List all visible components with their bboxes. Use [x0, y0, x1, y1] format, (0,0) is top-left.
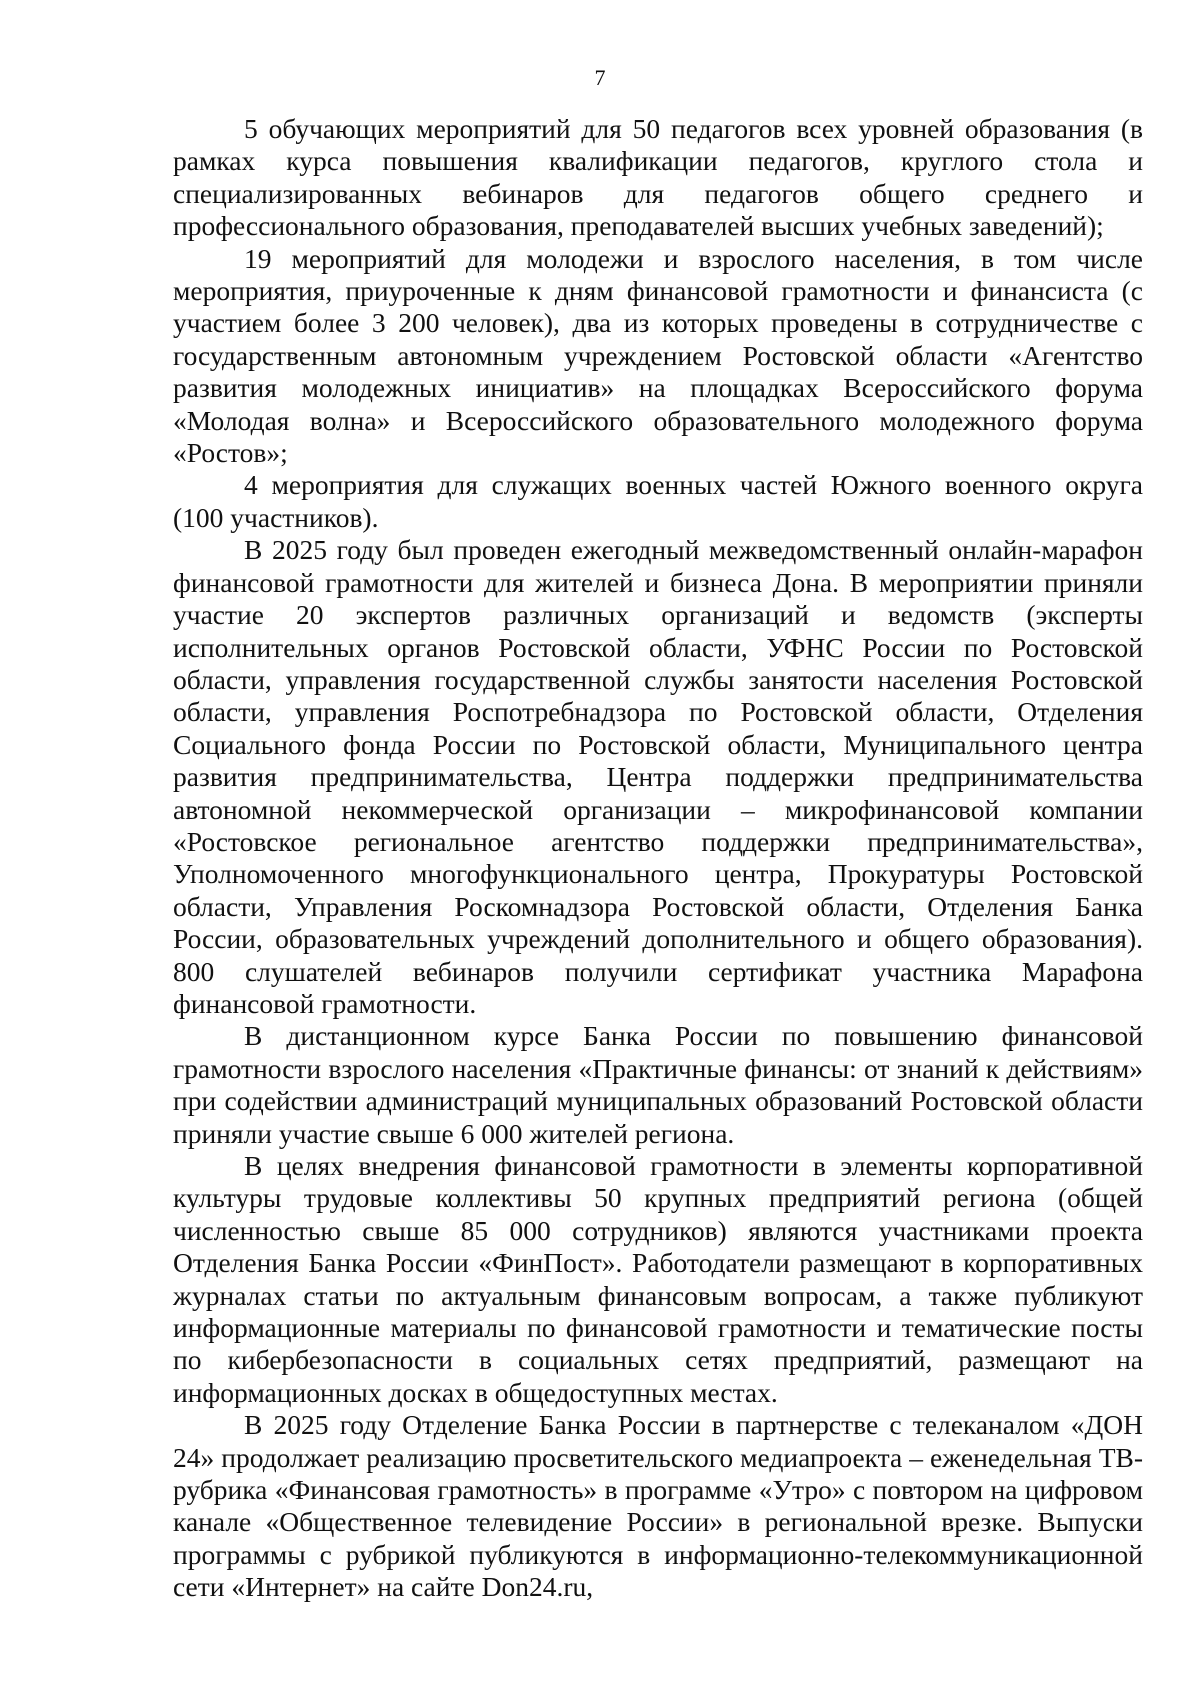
paragraph-training-events: 5 обучающих мероприятий для 50 педагогов всех уровней образования (в рамках курса повышения квалификации педагогов, круглого стола и специализированных вебинаров для педагогов общего среднего и профессионального образования, преподавателей высших учебных заведений);	[173, 113, 1143, 242]
paragraph-military-events: 4 мероприятия для служащих военных частей Южного военного округа (100 участников).	[173, 469, 1143, 533]
paragraph-youth-events: 19 мероприятий для молодежи и взрослого населения, в том числе мероприятия, приуроченные к дням финансовой грамотности и финансиста (с участием более 3 200 человек), два из которых проведены в сотрудничестве с государственным автономным учреждением Ростовской области «Агентство развития молодежных инициатив» на площадках Всероссийского форума «Молодая волна» и Всероссийского образовательного молодежного форума «Ростов»;	[173, 242, 1143, 469]
paragraph-don24-mediaproject: В 2025 году Отделение Банка России в партнерстве с телеканалом «ДОН 24» продолжает реализацию просветительского медиапроекта – еженедельная ТВ-рубрика «Финансовая грамотность» в программе «Утро» с повтором на цифровом канале «Общественное телевидение России» в региональной врезке. Выпуски программы с рубрикой публикуются в информационно-телекоммуникационной сети «Интернет» на сайте Don24.ru,	[173, 1409, 1143, 1603]
document-body	[173, 113, 1143, 1604]
paragraph-online-marathon: В 2025 году был проведен ежегодный межведомственный онлайн-марафон финансовой грамотности для жителей и бизнеса Дона. В мероприятии приняли участие 20 экспертов различных организаций и ведомств (эксперты исполнительных органов Ростовской области, УФНС России по Ростовской области, управления государственной службы занятости населения Ростовской области, управления Роспотребнадзора по Ростовской области, Отделения Социального фонда России по Ростовской области, Муниципального центра развития предпринимательства, Центра поддержки предпринимательства автономной некоммерческой организации – микрофинансовой компании «Ростовское региональное агентство поддержки предпринимательства», Уполномоченного многофункционального центра, Прокуратуры Ростовской области, Управления Роскомнадзора Ростовской области, Отделения Банка России, образовательных учреждений дополнительного и общего образования). 800 слушателей вебинаров получили сертификат участника Марафона финансовой грамотности.	[173, 534, 1143, 1019]
paragraph-finpost-project: В целях внедрения финансовой грамотности в элементы корпоративной культуры трудовые коллективы 50 крупных предприятий региона (общей численностью свыше 85 000 сотрудников) являются участниками проекта Отделения Банка России «ФинПост». Работодатели размещают в корпоративных журналах статьи по актуальным финансовым вопросам, а также публикуют информационные материалы по финансовой грамотности и тематические посты по кибербезопасности в социальных сетях предприятий, размещают на информационных досках в общедоступных местах.	[173, 1150, 1143, 1408]
page-number: 7	[594, 65, 606, 90]
paragraph-distance-course: В дистанционном курсе Банка России по повышению финансовой грамотности взрослого населения «Практичные финансы: от знаний к действиям» при содействии администраций муниципальных образований Ростовской области приняли участие свыше 6 000 жителей региона.	[173, 1020, 1143, 1149]
